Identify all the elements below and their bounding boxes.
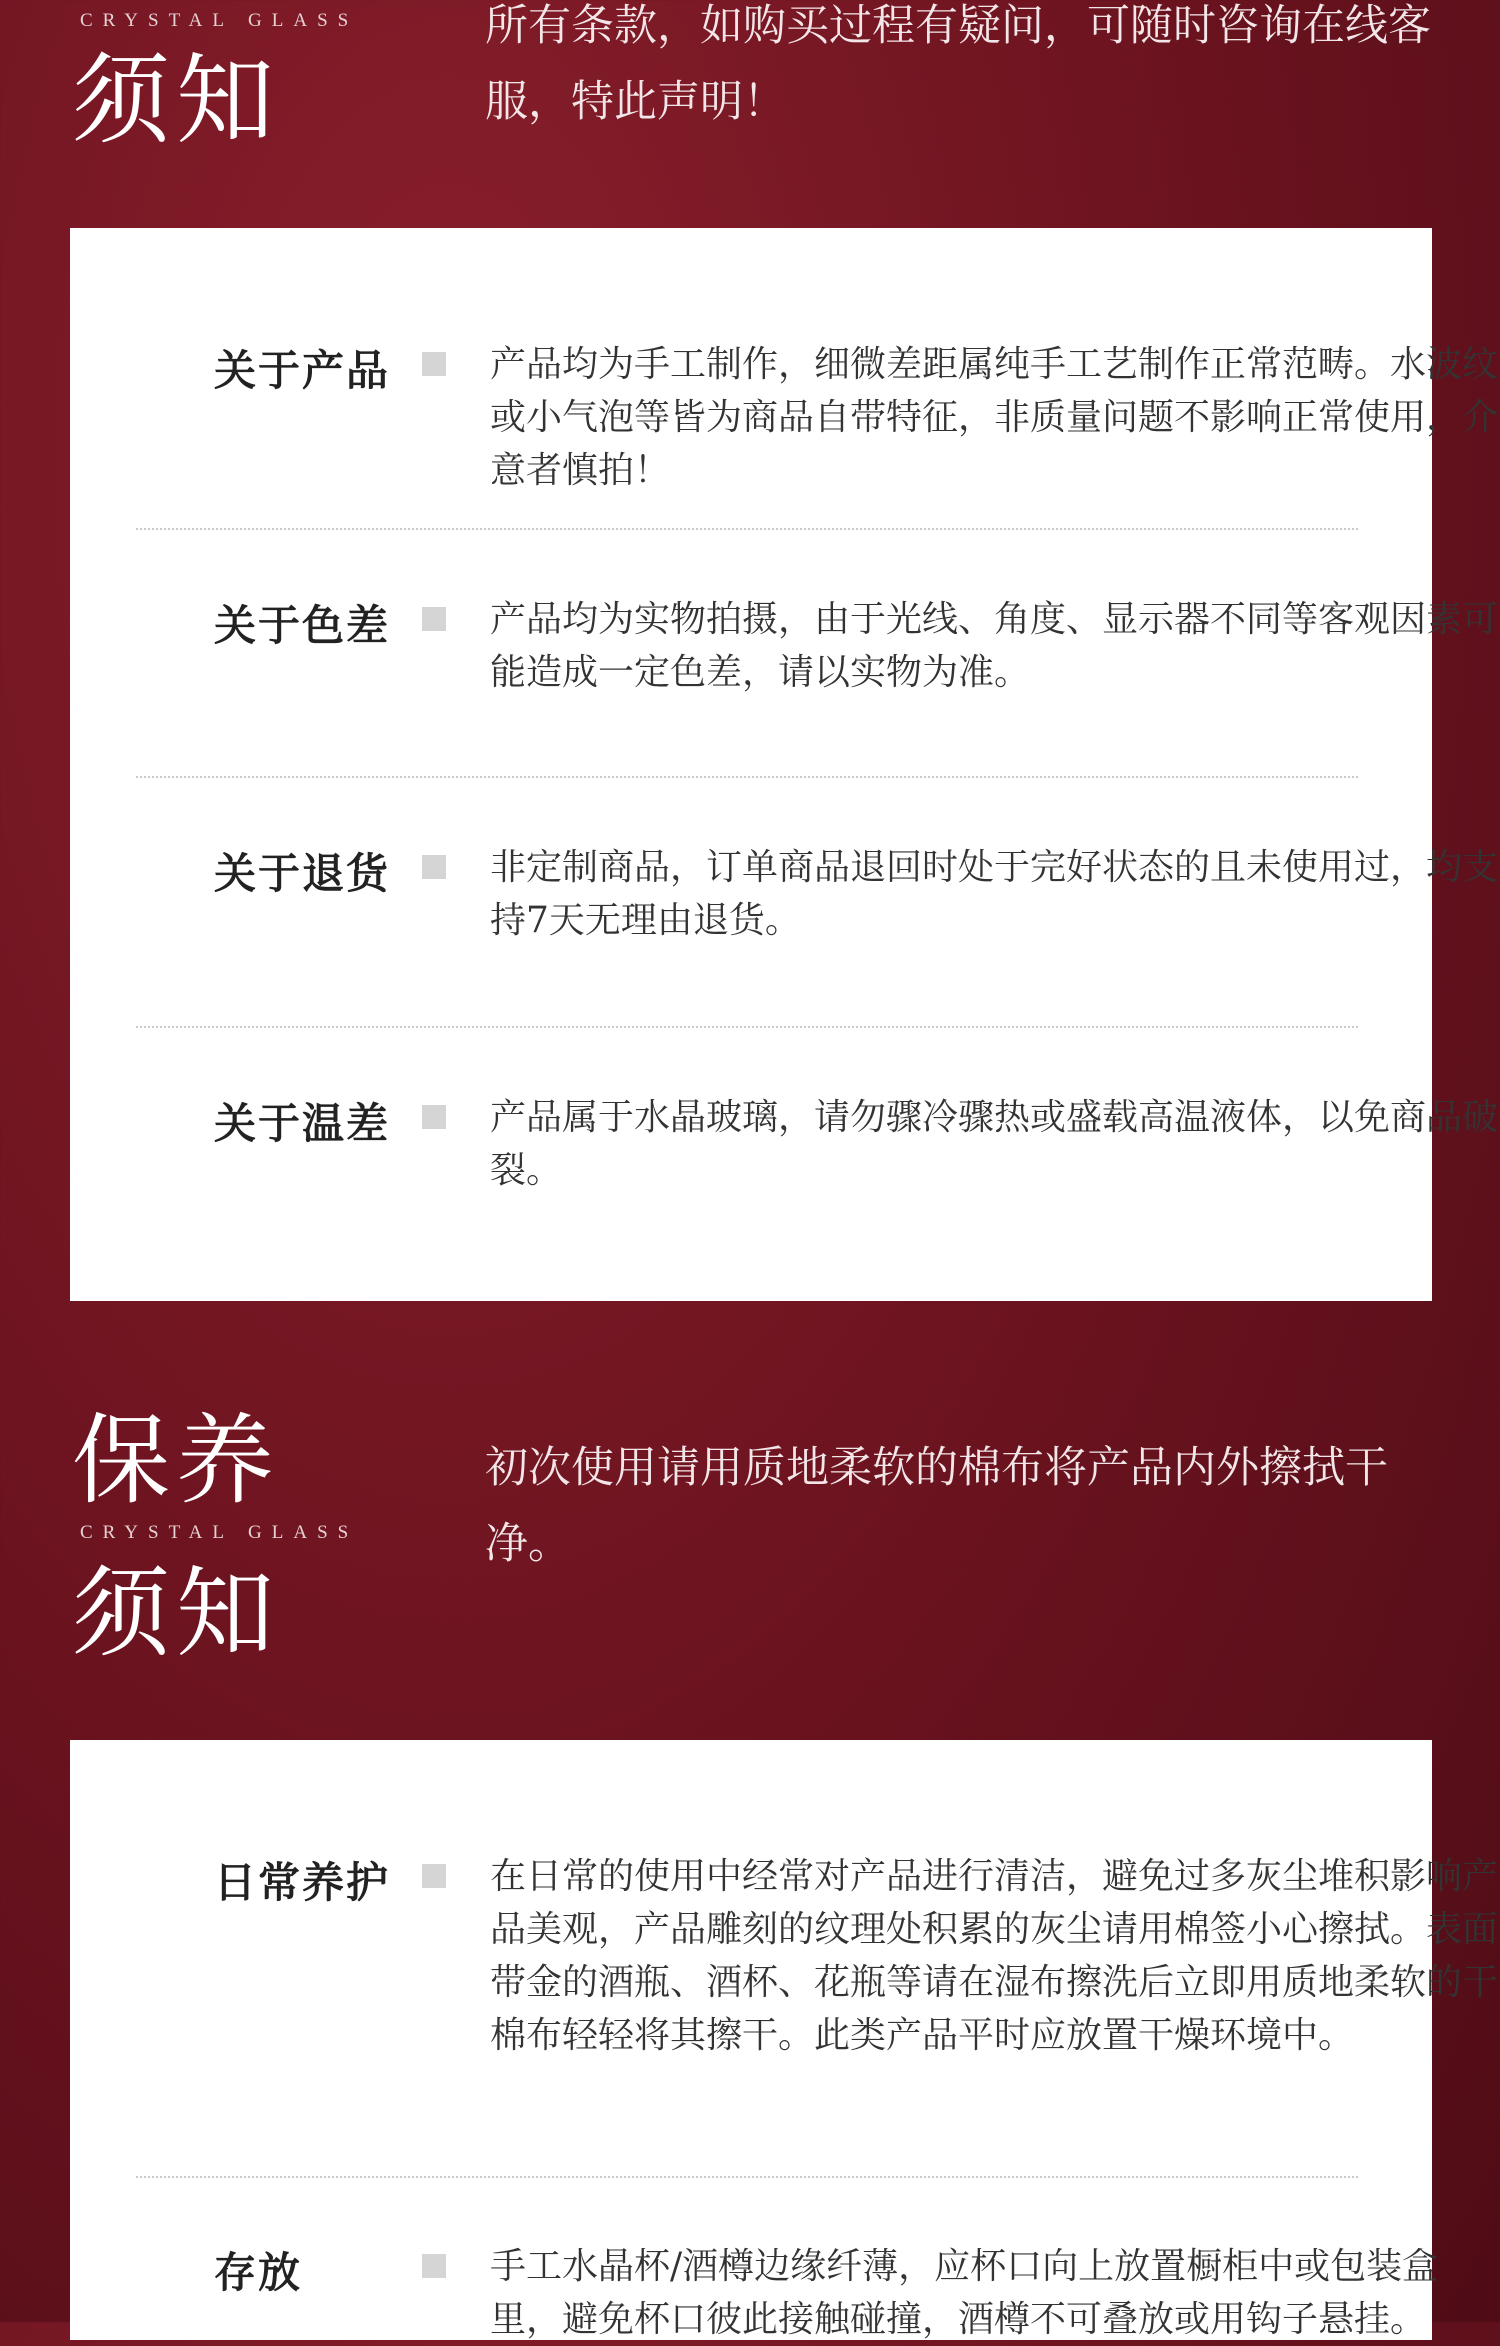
crystal-glass-label: CRYSTAL GLASS [80, 1522, 359, 1543]
crystal-glass-label: CRYSTAL GLASS [80, 10, 359, 31]
notice-item-title: 关于产品 [214, 346, 391, 395]
divider [136, 2176, 1358, 2178]
divider [136, 776, 1358, 778]
square-bullet-icon [422, 352, 446, 376]
notice-item-title: 关于色差 [214, 601, 391, 650]
notice-item-text: 产品均为实物拍摄，由于光线、角度、显示器不同等客观因素可能造成一定色差，请以实物为准。 [490, 599, 1499, 693]
notice-intro: 所有条款，如购买过程有疑问，可随时咨询在线客服，特此声明！ [485, 1, 1431, 127]
divider [136, 1026, 1358, 1028]
care-item-text: 手工水晶杯/酒樽边缘纤薄，应杯口向上放置橱柜中或包装盒里，避免杯口彼此接触碰撞，酒樽不可叠放或用钩子悬挂。 [490, 2246, 1439, 2340]
notice-item-text: 产品属于水晶玻璃，请勿骤冷骤热或盛载高温液体，以免商品破裂。 [490, 1097, 1499, 1191]
care-item-title: 日常养护 [214, 1858, 391, 1907]
care-title-bottom: 须知 [72, 1557, 281, 1671]
divider [136, 528, 1358, 530]
square-bullet-icon [422, 2254, 446, 2278]
care-intro: 初次使用请用质地柔软的棉布将产品内外擦拭干净。 [485, 1443, 1388, 1569]
square-bullet-icon [422, 607, 446, 631]
care-item-text: 在日常的使用中经常对产品进行清洁，避免过多灰尘堆积影响产品美观，产品雕刻的纹理处积累的灰尘请用棉签小心擦拭。表面带金的酒瓶、酒杯、花瓶等请在湿布擦洗后立即用质地柔软的干棉布轻轻将其擦干。此类产品平时应放置干燥环境中。 [490, 1856, 1499, 2056]
care-title-top: 保养 [72, 1404, 281, 1518]
notice-card [70, 228, 1499, 1301]
notice-item-text: 非定制商品，订单商品退回时处于完好状态的且未使用过，均支持7天无理由退货。 [490, 847, 1499, 941]
notice-item-text: 产品均为手工制作，细微差距属纯手工艺制作正常范畴。水波纹或小气泡等皆为商品自带特征，非质量问题不影响正常使用，介意者慎拍！ [490, 344, 1499, 491]
square-bullet-icon [422, 1105, 446, 1129]
notice-item-title: 关于退货 [214, 849, 391, 898]
square-bullet-icon [422, 855, 446, 879]
care-card [70, 1740, 1499, 2340]
care-item-title: 存放 [214, 2248, 303, 2297]
square-bullet-icon [422, 1864, 446, 1888]
notice-title: 须知 [72, 44, 281, 158]
notice-item-title: 关于温差 [214, 1099, 391, 1148]
